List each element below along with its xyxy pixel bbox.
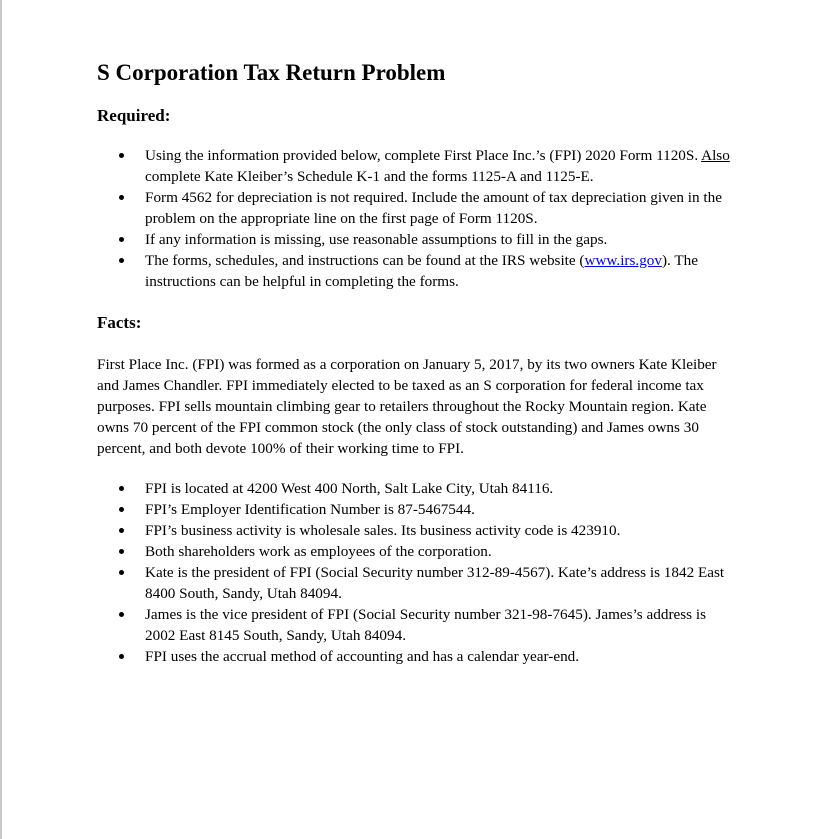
fact-item-text: Both shareholders work as employees of the corporation.	[145, 543, 492, 560]
bullet-icon	[119, 229, 129, 250]
document-title: S Corporation Tax Return Problem	[97, 60, 446, 85]
fact-item-location	[97, 478, 737, 499]
fact-item-james	[97, 604, 737, 646]
bullet-icon	[119, 499, 129, 520]
fact-item-shareholders-employees	[97, 541, 737, 562]
required-item-4	[97, 250, 737, 292]
bullet-icon	[119, 646, 129, 667]
fact-item-text: FPI is located at 4200 West 400 North, Salt Lake City, Utah 84116.	[145, 480, 554, 497]
required-item-2-text: Form 4562 for depreciation is not required. Include the amount of tax depreciation given in the problem on the appropriate line on the first page of Form 1120S.	[145, 189, 722, 227]
required-item-1	[97, 145, 737, 187]
bullet-icon	[119, 478, 129, 499]
facts-paragraph: First Place Inc. (FPI) was formed as a corporation on January 5, 2017, by its two owners Kate Kleiber and James Chandler. FPI immediately elected to be taxed as an S corporation for federal income tax purposes. FPI sells mountain climbing gear to retailers throughout the Rocky Mountain region. Kate owns 70 percent of the FPI common stock (the only class of stock outstanding) and James owns 30 percent, and both devote 100% of their working time to FPI.	[97, 356, 717, 457]
required-item-3	[97, 229, 737, 250]
fact-item-text: FPI’s business activity is wholesale sales. Its business activity code is 423910.	[145, 522, 621, 539]
fact-item-text: Kate is the president of FPI (Social Security number 312-89-4567). Kate’s address is 1842 East 8400 South, Sandy, Utah 84094.	[145, 564, 725, 602]
required-item-4-text-start: The forms, schedules, and instructions can be found at the IRS website (	[145, 252, 585, 269]
required-heading: Required:	[97, 106, 171, 125]
required-list	[97, 145, 737, 292]
fact-item-ein	[97, 499, 737, 520]
bullet-icon	[119, 562, 129, 583]
fact-item-text: James is the vice president of FPI (Social Security number 321-98-7645). James’s address is 2002 East 8145 South, Sandy, Utah 84094.	[145, 606, 706, 644]
bullet-icon	[119, 145, 129, 166]
fact-item-business-activity	[97, 520, 737, 541]
fact-item-text: FPI’s Employer Identification Number is 87-5467544.	[145, 501, 475, 518]
bullet-icon	[119, 520, 129, 541]
required-item-4-text-end: ). The instructions can be helpful in completing the forms.	[145, 252, 698, 290]
facts-list	[97, 478, 737, 667]
irs-website-link[interactable]: www.irs.gov	[584, 252, 662, 269]
required-item-3-text: If any information is missing, use reasonable assumptions to fill in the gaps.	[145, 231, 608, 248]
facts-heading: Facts:	[97, 313, 142, 332]
bullet-icon	[119, 250, 129, 271]
required-item-1-text-start: Using the information provided below, complete First Place Inc.’s (FPI) 2020 Form 1120S.	[145, 147, 702, 164]
bullet-icon	[119, 187, 129, 208]
fact-item-kate	[97, 562, 737, 604]
required-item-2	[97, 187, 737, 229]
also-underlined-word: Also	[701, 147, 730, 164]
bullet-icon	[119, 604, 129, 625]
required-item-1-text-end: complete Kate Kleiber’s Schedule K-1 and the forms 1125-A and 1125-E.	[145, 168, 594, 185]
bullet-icon	[119, 541, 129, 562]
fact-item-accounting-method	[97, 646, 737, 667]
fact-item-text: FPI uses the accrual method of accounting and has a calendar year-end.	[145, 648, 580, 665]
